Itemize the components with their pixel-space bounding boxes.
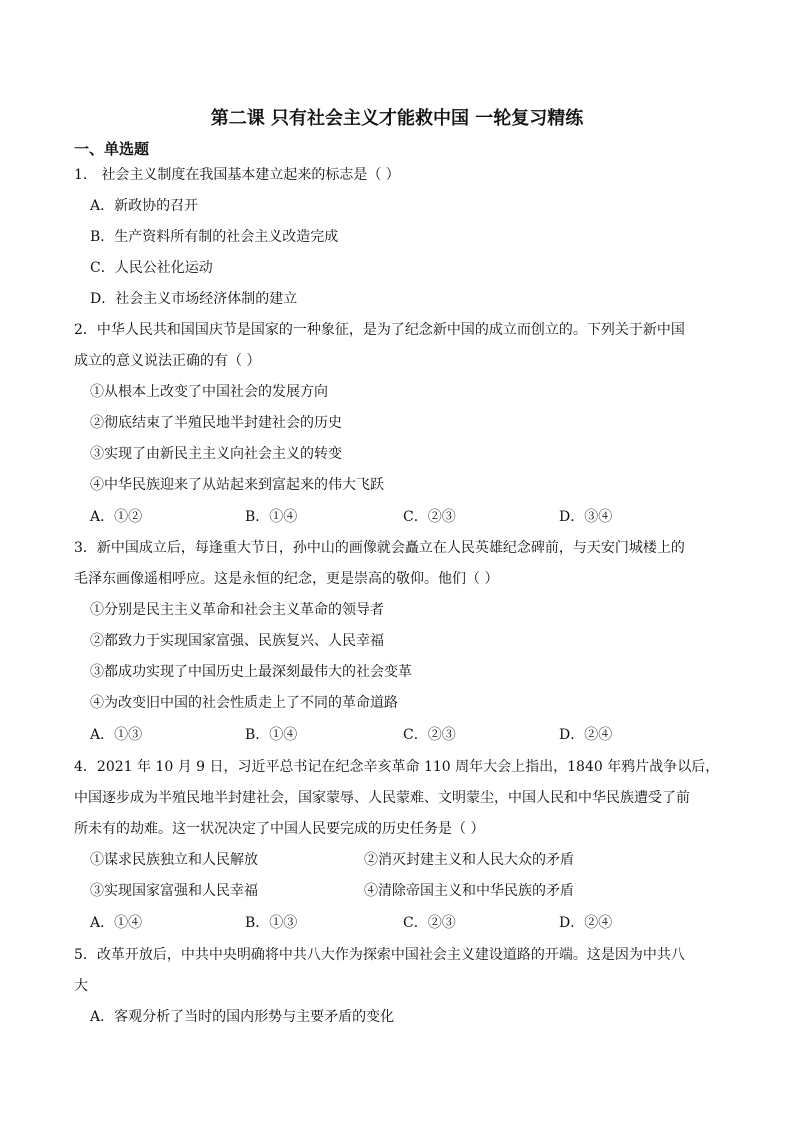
question-1-option-d[interactable]: D．社会主义市场经济体制的建立 <box>90 291 298 307</box>
question-3-option-a[interactable]: A．①③ <box>90 727 143 743</box>
question-2-option-a[interactable]: A．①② <box>90 509 143 525</box>
question-1-option-c[interactable]: C．人民公社化运动 <box>90 260 213 276</box>
question-2-option-b[interactable]: B．①④ <box>245 509 298 525</box>
question-4-statement-4: ④清除帝国主义和中华民族的矛盾 <box>364 883 574 899</box>
question-5-option-a[interactable]: A．客观分析了当时的国内形势与主要矛盾的变化 <box>90 1009 395 1025</box>
question-4-statement-2: ②消灭封建主义和人民大众的矛盾 <box>364 852 574 868</box>
question-3-stem-line-2: 毛泽东画像遥相呼应。这是永恒的纪念，更是崇高的敬仰。他们（ ） <box>74 571 499 587</box>
question-2-statement-3: ③实现了由新民主主义向社会主义的转变 <box>90 446 342 462</box>
question-2-option-c[interactable]: C．②③ <box>403 509 456 525</box>
question-5-stem-line-1: 5．改革开放后，中共中央明确将中共八大作为探索中国社会主义建设道路的开端。这是因为中共八 <box>74 947 685 963</box>
question-4-statements-row-1 <box>90 850 650 870</box>
question-4-option-c[interactable]: C．②③ <box>403 915 456 931</box>
question-3-stem-line-1: 3．新中国成立后，每逢重大节日，孙中山的画像就会矗立在人民英雄纪念碑前，与天安门城楼上的 <box>74 540 685 556</box>
question-4-statements-row-2 <box>90 881 650 901</box>
question-3-statement-4: ④为改变旧中国的社会性质走上了不同的革命道路 <box>90 695 398 711</box>
question-4-option-b[interactable]: B．①③ <box>245 915 298 931</box>
question-1-stem: 1． 社会主义制度在我国基本建立起来的标志是（ ） <box>74 167 400 183</box>
page-title: 第二课 只有社会主义才能救中国 一轮复习精练 <box>210 108 584 129</box>
question-2-option-d[interactable]: D．③④ <box>559 509 613 525</box>
question-3-option-d[interactable]: D．②④ <box>559 727 613 743</box>
question-2-stem-line-1: 2．中华人民共和国国庆节是国家的一种象征，是为了纪念新中国的成立而创立的。下列关于新中国 <box>74 322 685 338</box>
question-3-statement-2: ②都致力于实现国家富强、民族复兴、人民幸福 <box>90 633 384 649</box>
question-4-stem-line-1: 4．2021 年 10 月 9 日，习近平总书记在纪念辛亥革命 110 周年大会上指出，1840 年鸦片战争以后， <box>74 759 720 775</box>
question-1-option-b[interactable]: B．生产资料所有制的社会主义改造完成 <box>90 229 339 245</box>
question-4-option-a[interactable]: A．①④ <box>90 915 143 931</box>
question-4-statement-3: ③实现国家富强和人民幸福 <box>90 883 258 899</box>
question-1-option-a[interactable]: A．新政协的召开 <box>90 198 199 214</box>
question-4-option-d[interactable]: D．②④ <box>559 915 613 931</box>
question-4-statement-1: ①谋求民族独立和人民解放 <box>90 852 258 868</box>
question-2-options <box>90 507 650 527</box>
question-3-option-b[interactable]: B．①④ <box>245 727 298 743</box>
question-3-option-c[interactable]: C．②③ <box>403 727 456 743</box>
question-3-options <box>90 725 650 745</box>
question-2-statement-4: ④中华民族迎来了从站起来到富起来的伟大飞跃 <box>90 477 384 493</box>
question-4-options <box>90 913 650 933</box>
question-2-statement-2: ②彻底结束了半殖民地半封建社会的历史 <box>90 415 342 431</box>
question-2-statement-1: ①从根本上改变了中国社会的发展方向 <box>90 384 328 400</box>
question-4-stem-line-2: 中国逐步成为半殖民地半封建社会，国家蒙辱、人民蒙难、文明蒙尘，中国人民和中华民族遭受了前 <box>74 790 690 806</box>
question-2-stem-line-2: 成立的意义说法正确的有（ ） <box>74 353 261 369</box>
question-4-stem-line-3: 所未有的劫难。这一状况决定了中国人民要完成的历史任务是（ ） <box>74 821 485 837</box>
question-5-stem-line-2: 大 <box>74 978 88 994</box>
question-3-statement-1: ①分别是民主主义革命和社会主义革命的领导者 <box>90 602 384 618</box>
section-heading: 一、单选题 <box>74 140 150 158</box>
question-3-statement-3: ③都成功实现了中国历史上最深刻最伟大的社会变革 <box>90 664 412 680</box>
